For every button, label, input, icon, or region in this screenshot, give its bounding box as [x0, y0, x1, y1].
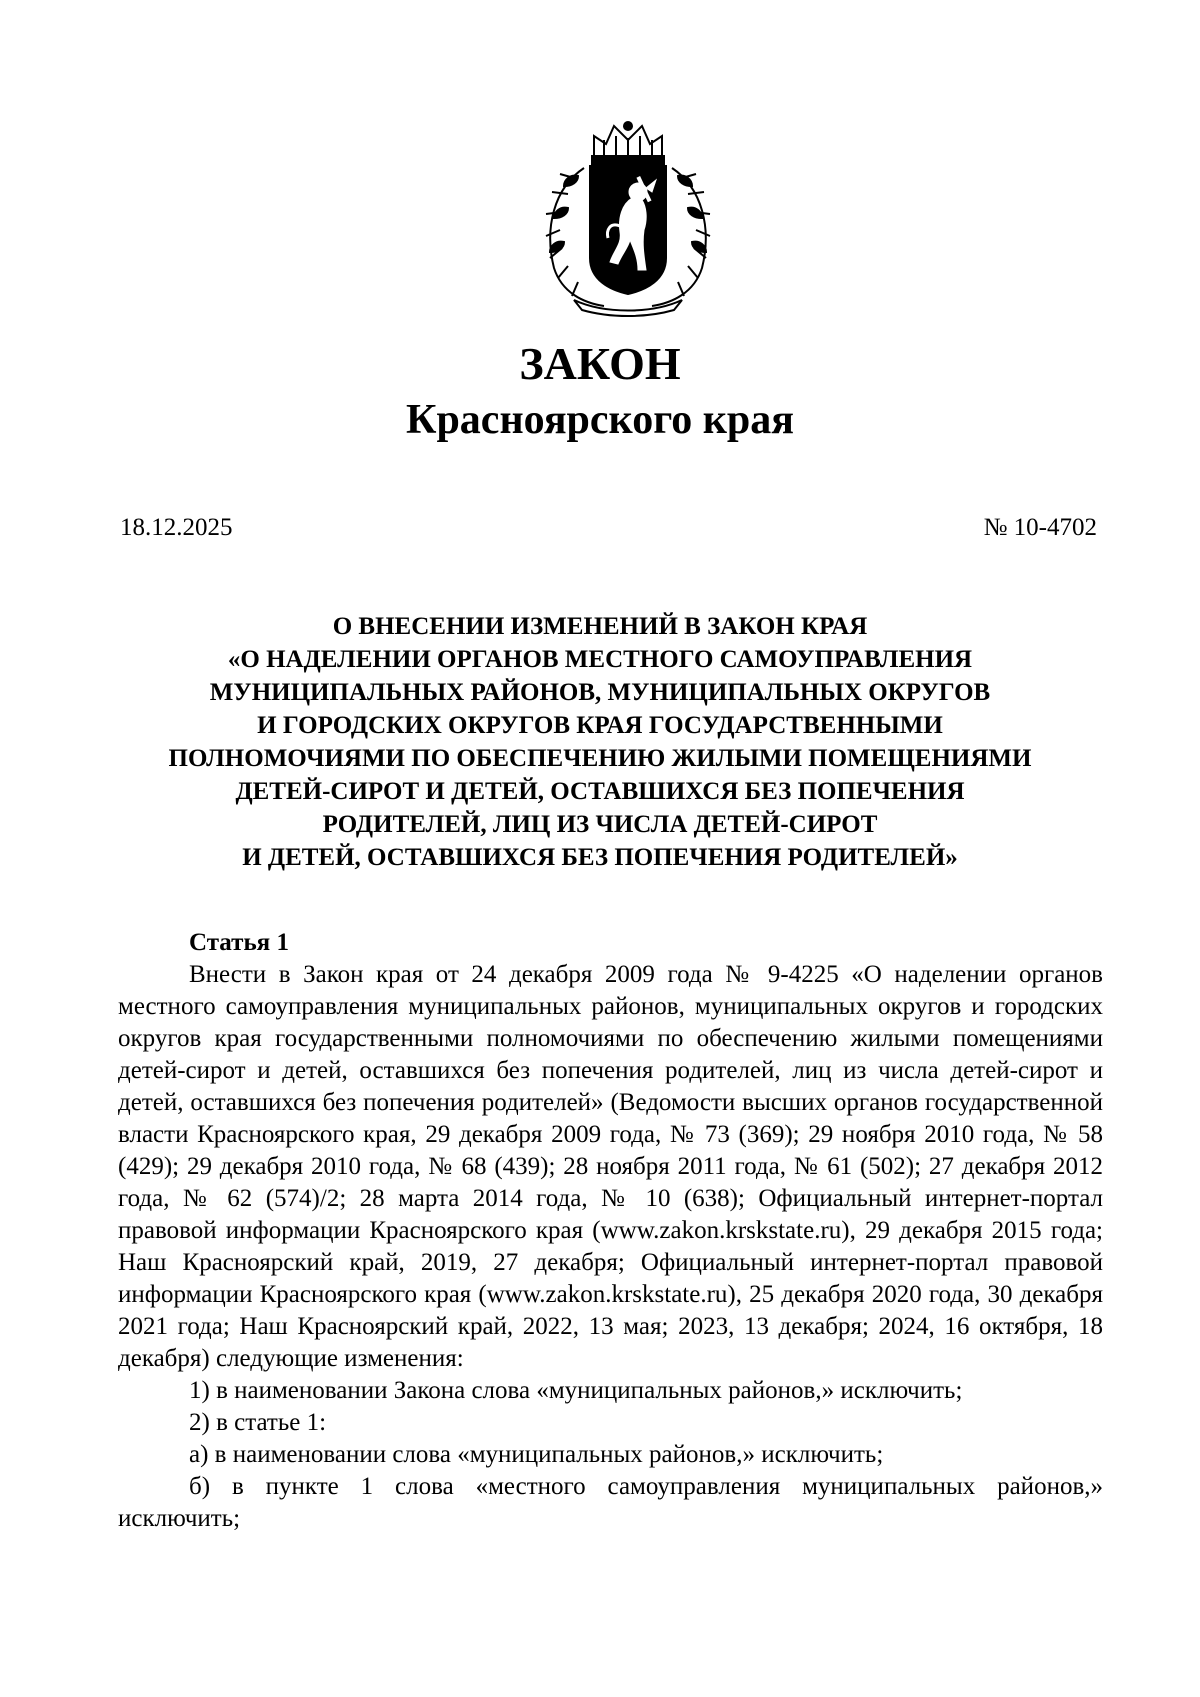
crown-icon	[592, 122, 664, 164]
document-date: 18.12.2025	[120, 514, 233, 541]
heading-line: ДЕТЕЙ-СИРОТ И ДЕТЕЙ, ОСТАВШИХСЯ БЕЗ ПОПЕЧЕНИЯ	[235, 778, 965, 805]
document-number: № 10-4702	[983, 514, 1097, 541]
article-body	[118, 927, 1103, 1535]
article-title: Статья 1	[189, 929, 289, 956]
article-paragraph: а) в наименовании слова «муниципальных районов,» исключить;	[189, 1441, 884, 1468]
heading-line: МУНИЦИПАЛЬНЫХ РАЙОНОВ, МУНИЦИПАЛЬНЫХ ОКРУГОВ	[209, 679, 991, 706]
document-subtitle: Красноярского края	[405, 397, 795, 443]
document-title: ЗАКОН	[519, 338, 681, 389]
coat-of-arms-emblem	[534, 118, 722, 318]
heading-line: И ГОРОДСКИХ ОКРУГОВ КРАЯ ГОСУДАРСТВЕННЫМИ	[257, 712, 943, 739]
article-paragraph: 1) в наименовании Закона слова «муниципальных районов,» исключить;	[189, 1377, 963, 1404]
heading-line: «О НАДЕЛЕНИИ ОРГАНОВ МЕСТНОГО САМОУПРАВЛЕНИЯ	[227, 646, 973, 673]
heading-line: И ДЕТЕЙ, ОСТАВШИХСЯ БЕЗ ПОПЕЧЕНИЯ РОДИТЕЛЕЙ»	[242, 844, 958, 871]
heading-line: РОДИТЕЛЕЙ, ЛИЦ ИЗ ЧИСЛА ДЕТЕЙ-СИРОТ	[322, 811, 878, 838]
law-heading	[100, 610, 1100, 874]
heading-line: О ВНЕСЕНИИ ИЗМЕНЕНИЙ В ЗАКОН КРАЯ	[332, 613, 868, 640]
heading-line: ПОЛНОМОЧИЯМИ ПО ОБЕСПЕЧЕНИЮ ЖИЛЫМИ ПОМЕЩЕНИЯМИ	[168, 745, 1032, 772]
article-paragraph: 2) в статье 1:	[189, 1409, 327, 1436]
article-paragraph: Внести в Закон края от 24 декабря 2009 года № 9-4225 «О наделении органов местного самоуправления муниципальных районов, муниципальных округов и городских округов края государственными полномочиями по обеспечению жилыми помещениями детей-сирот и детей, оставшихся без попечения родителей, лиц из числа детей-сирот и детей, оставшихся без попечения родителей» (Ведомости высших органов государственной власти Красноярского края, 29 декабря 2009 года, № 73 (369); 29 ноября 2010 года, № 58 (429); 29 декабря 2010 года, № 68 (439); 28 ноября 2011 года, № 61 (502); 27 декабря 2012 года, № 62 (574)/2; 28 марта 2014 года, № 10 (638); Официальный интернет-портал правовой информации Красноярского края (www.zakon.krskstate.ru), 29 декабря 2015 года; Наш Красноярский край, 2019, 27 декабря; Официальный интернет-портал правовой информации Красноярского края (www.zakon.krskstate.ru), 25 декабря 2020 года, 30 декабря 2021 года; Наш Красноярский край, 2022, 13 мая; 2023, 13 декабря; 2024, 16 октября, 18 декабря) следующие изменения:	[118, 961, 1103, 1372]
shield-icon	[590, 166, 666, 294]
article-paragraph: б) в пункте 1 слова «местного самоуправления муниципальных районов,» исключить;	[118, 1473, 1103, 1532]
